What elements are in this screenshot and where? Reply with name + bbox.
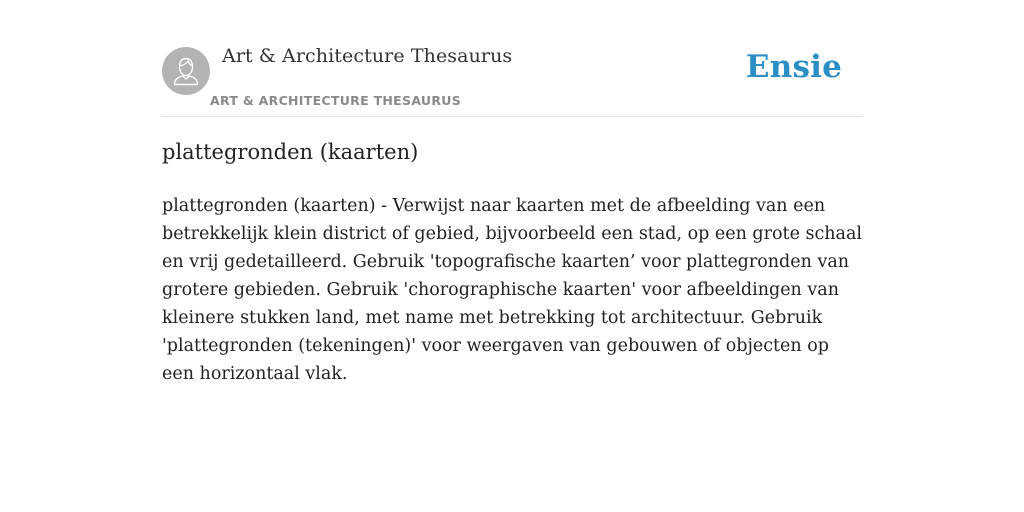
entry-definition: plattegronden (kaarten) - Verwijst naar kaarten met de afbeelding van een betrekkelijk klein district of gebied, bijvoorbeeld een stad, op een grote schaal en vrij gedetailleerd. Gebruik 'topografische kaarten’ voor plattegronden van grotere gebieden. Gebruik 'chorographische kaarten' voor afbeeldingen van kleinere stukken land, met name met betrekking tot architectuur. Gebruik 'plattegronden (tekeningen)' voor weergaven van gebouwen of objecten op een horizontaal vlak. xyxy=(162,196,863,384)
author-avatar[interactable] xyxy=(162,47,210,95)
entry-title: plattegronden (kaarten) xyxy=(162,140,419,164)
entry-card xyxy=(162,0,863,384)
user-silhouette-icon xyxy=(162,47,210,95)
source-label[interactable]: ART & ARCHITECTURE THESAURUS xyxy=(210,93,462,108)
author-name[interactable]: Art & Architecture Thesaurus xyxy=(222,45,513,67)
ensie-logo[interactable]: Ensie xyxy=(745,49,842,85)
entry-header xyxy=(162,0,862,117)
